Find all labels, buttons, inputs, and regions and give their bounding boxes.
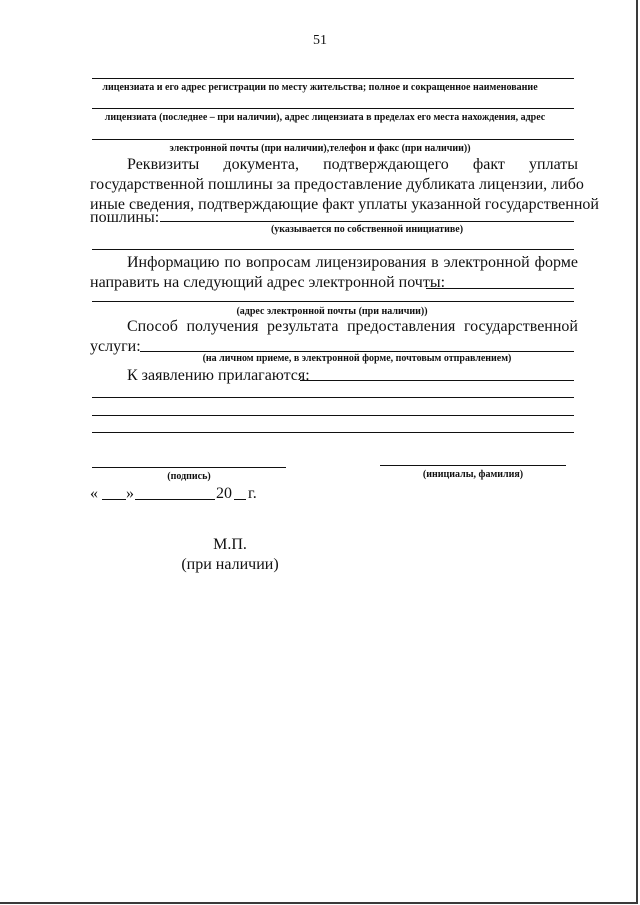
initials-label: (инициалы, фамилия) bbox=[422, 469, 524, 480]
payment-input-line-2 bbox=[92, 249, 574, 250]
date-close-quote: » bbox=[126, 485, 134, 502]
payment-note: (указывается по собственной инициативе) bbox=[270, 224, 464, 235]
email-note: (адрес электронной почты (при наличии)) bbox=[236, 306, 428, 317]
payment-line-4: пошлины: bbox=[90, 209, 160, 226]
method-input-line bbox=[140, 351, 574, 352]
payment-line-1: Реквизиты документа, подтверждающего факт уплаты bbox=[127, 156, 578, 173]
stamp-label: М.П. bbox=[213, 536, 247, 553]
caption-1: лицензиата и его адрес регистрации по месту жительства; полное и сокращенное наименование bbox=[102, 82, 538, 93]
payment-line-2: государственной пошлины за предоставление дубликата лицензии, либо bbox=[90, 176, 584, 193]
email-input-line-2 bbox=[92, 301, 574, 302]
method-line-2: услуги: bbox=[90, 338, 141, 355]
date-open-quote: « bbox=[90, 485, 98, 502]
date-year-prefix: 20 bbox=[216, 485, 232, 502]
applicant-line-3 bbox=[92, 139, 574, 140]
method-line-1: Способ получения результата предоставления государственной bbox=[127, 318, 578, 335]
method-note: (на личном приеме, в электронной форме, почтовым отправлением) bbox=[202, 353, 512, 364]
attachments-label: К заявлению прилагаются: bbox=[127, 367, 310, 384]
attachments-line-1 bbox=[300, 380, 574, 381]
attachments-line-4 bbox=[92, 432, 574, 433]
caption-2: лицензиата (последнее – при наличии), адрес лицензиата в пределах его места нахождения, адрес bbox=[104, 112, 546, 123]
date-year-line bbox=[234, 499, 246, 500]
attachments-line-2 bbox=[92, 397, 574, 398]
payment-input-line bbox=[160, 221, 574, 222]
email-line-1: Информацию по вопросам лицензирования в электронной форме bbox=[127, 254, 578, 271]
payment-line-3: иные сведения, подтверждающие факт уплаты указанной государственной bbox=[90, 196, 599, 213]
applicant-line-2 bbox=[92, 108, 574, 109]
date-month-line bbox=[135, 499, 215, 500]
date-day-line bbox=[102, 499, 126, 500]
page-number: 51 bbox=[313, 33, 327, 48]
caption-3: электронной почты (при наличии),телефон и факс (при наличии)) bbox=[169, 143, 471, 154]
date-suffix: г. bbox=[248, 485, 257, 502]
attachments-line-3 bbox=[92, 415, 574, 416]
email-line-2: направить на следующий адрес электронной почты: bbox=[90, 274, 446, 291]
signature-line bbox=[92, 467, 286, 468]
applicant-line-1 bbox=[92, 78, 574, 79]
signature-label: (подпись) bbox=[167, 471, 211, 482]
email-input-line bbox=[426, 288, 574, 289]
stamp-note: (при наличии) bbox=[181, 556, 279, 573]
initials-line bbox=[380, 465, 566, 466]
